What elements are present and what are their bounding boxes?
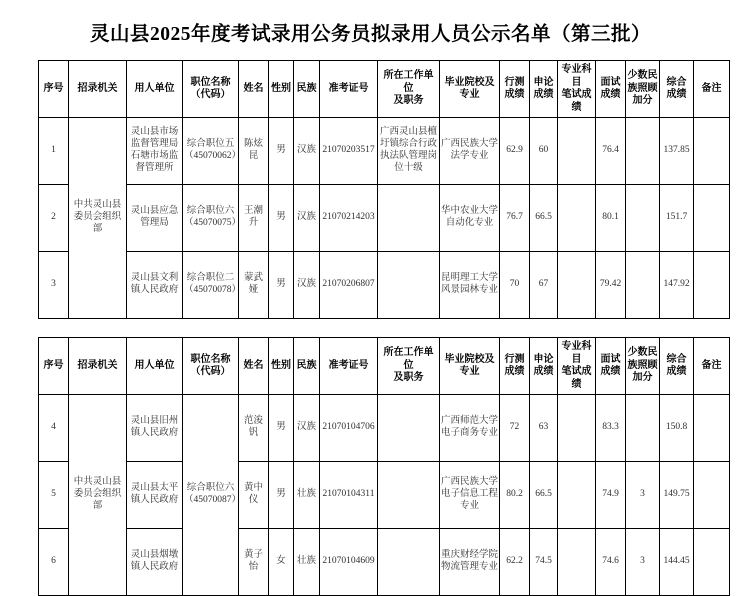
header-essay-score: 申论 成绩 [530, 61, 558, 118]
cell-interview-score: 74.9 [596, 462, 626, 529]
header-total-score: 综合 成绩 [660, 61, 694, 118]
header-agency: 招录机关 [69, 61, 127, 118]
cell-exam-id: 21070104311 [320, 462, 378, 529]
cell-employer: 灵山县旧州镇人民政府 [127, 395, 183, 462]
table-header-row [39, 338, 730, 395]
cell-exam-id: 21070203517 [320, 118, 378, 185]
header-work-unit: 所在工作单位 及职务 [378, 338, 440, 395]
cell-position: 综合职位五（45070062） [183, 118, 239, 185]
header-remark: 备注 [694, 61, 730, 118]
table-row [39, 185, 730, 252]
cell-interview-score: 80.1 [596, 185, 626, 252]
table-row [39, 118, 730, 185]
page-title: 灵山县2025年度考试录用公务员拟录用人员公示名单（第三批） [89, 24, 651, 45]
cell-name: 黄子怡 [239, 529, 269, 596]
table-header-row [39, 61, 730, 118]
cell-exam-id: 21070206807 [320, 252, 378, 319]
cell-total-score: 137.85 [660, 118, 694, 185]
cell-work-unit [378, 252, 440, 319]
cell-major-written-score [558, 462, 596, 529]
cell-employer: 灵山县市场监督管理局石塘市场监督管理所 [127, 118, 183, 185]
cell-admin-score: 62.2 [500, 529, 530, 596]
cell-name: 蒙武娅 [239, 252, 269, 319]
cell-school-major: 重庆财经学院物流管理专业 [440, 529, 500, 596]
cell-major-written-score [558, 252, 596, 319]
header-gender: 性别 [269, 338, 294, 395]
cell-school-major: 华中农业大学自动化专业 [440, 185, 500, 252]
cell-minority-bonus [626, 185, 660, 252]
cell-school-major: 昆明理工大学风景园林专业 [440, 252, 500, 319]
header-admin-score: 行测 成绩 [500, 338, 530, 395]
header-major-written-score: 专业科目 笔试成绩 [558, 61, 596, 118]
cell-agency: 中共灵山县委员会组织部 [69, 118, 127, 319]
cell-position: 综合职位六（45070087） [183, 395, 239, 596]
cell-ethnic: 汉族 [294, 118, 320, 185]
header-agency: 招录机关 [69, 338, 127, 395]
cell-essay-score: 63 [530, 395, 558, 462]
cell-admin-score: 70 [500, 252, 530, 319]
cell-ethnic: 汉族 [294, 395, 320, 462]
cell-school-major: 广西民族大学法学专业 [440, 118, 500, 185]
cell-ethnic: 壮族 [294, 462, 320, 529]
cell-major-written-score [558, 395, 596, 462]
header-interview-score: 面试 成绩 [596, 61, 626, 118]
cell-minority-bonus: 3 [626, 529, 660, 596]
cell-employer: 灵山县太平镇人民政府 [127, 462, 183, 529]
cell-gender: 男 [269, 118, 294, 185]
header-school-major: 毕业院校及 专业 [440, 338, 500, 395]
cell-work-unit [378, 462, 440, 529]
cell-name: 黄中仪 [239, 462, 269, 529]
cell-essay-score: 74.5 [530, 529, 558, 596]
header-work-unit: 所在工作单位 及职务 [378, 61, 440, 118]
cell-major-written-score [558, 185, 596, 252]
header-interview-score: 面试 成绩 [596, 338, 626, 395]
cell-admin-score: 76.7 [500, 185, 530, 252]
cell-seq: 3 [39, 252, 69, 319]
cell-gender: 男 [269, 462, 294, 529]
cell-employer: 灵山县烟墩镇人民政府 [127, 529, 183, 596]
cell-exam-id: 21070104706 [320, 395, 378, 462]
header-major-written-score: 专业科目 笔试成绩 [558, 338, 596, 395]
header-minority-bonus: 少数民 族照顾 加分 [626, 61, 660, 118]
cell-ethnic: 壮族 [294, 529, 320, 596]
cell-ethnic: 汉族 [294, 252, 320, 319]
header-total-score: 综合 成绩 [660, 338, 694, 395]
header-essay-score: 申论 成绩 [530, 338, 558, 395]
header-exam-id: 准考证号 [320, 61, 378, 118]
cell-interview-score: 79.42 [596, 252, 626, 319]
applicant-table-block-1 [38, 60, 730, 319]
cell-position: 综合职位六（45070075） [183, 185, 239, 252]
cell-school-major: 广西师范大学电子商务专业 [440, 395, 500, 462]
header-ethnic: 民族 [294, 61, 320, 118]
header-position: 职位名称 （代码） [183, 61, 239, 118]
cell-school-major: 广西民族大学电子信息工程专业 [440, 462, 500, 529]
cell-seq: 5 [39, 462, 69, 529]
cell-employer: 灵山县应急管理局 [127, 185, 183, 252]
header-ethnic: 民族 [294, 338, 320, 395]
cell-work-unit [378, 185, 440, 252]
cell-seq: 6 [39, 529, 69, 596]
cell-admin-score: 80.2 [500, 462, 530, 529]
cell-seq: 1 [39, 118, 69, 185]
cell-work-unit [378, 529, 440, 596]
cell-minority-bonus [626, 395, 660, 462]
header-remark: 备注 [694, 338, 730, 395]
table-row [39, 395, 730, 462]
cell-name: 陈炫昆 [239, 118, 269, 185]
cell-employer: 灵山县文利镇人民政府 [127, 252, 183, 319]
cell-admin-score: 62.9 [500, 118, 530, 185]
cell-minority-bonus [626, 118, 660, 185]
cell-minority-bonus: 3 [626, 462, 660, 529]
cell-major-written-score [558, 529, 596, 596]
cell-remark [694, 185, 730, 252]
header-position: 职位名称 （代码） [183, 338, 239, 395]
cell-interview-score: 74.6 [596, 529, 626, 596]
header-employer: 用人单位 [127, 338, 183, 395]
cell-total-score: 151.7 [660, 185, 694, 252]
cell-name: 范浚钒 [239, 395, 269, 462]
cell-work-unit [378, 395, 440, 462]
cell-total-score: 144.45 [660, 529, 694, 596]
cell-seq: 2 [39, 185, 69, 252]
cell-remark [694, 252, 730, 319]
cell-gender: 男 [269, 395, 294, 462]
cell-interview-score: 83.3 [596, 395, 626, 462]
cell-total-score: 147.92 [660, 252, 694, 319]
header-minority-bonus: 少数民 族照顾 加分 [626, 338, 660, 395]
cell-remark [694, 462, 730, 529]
table-row [39, 252, 730, 319]
header-admin-score: 行测 成绩 [500, 61, 530, 118]
applicant-table-block-2 [38, 337, 730, 596]
cell-remark [694, 529, 730, 596]
cell-gender: 男 [269, 252, 294, 319]
cell-name: 王潮升 [239, 185, 269, 252]
cell-seq: 4 [39, 395, 69, 462]
cell-minority-bonus [626, 252, 660, 319]
cell-essay-score: 67 [530, 252, 558, 319]
cell-admin-score: 72 [500, 395, 530, 462]
cell-essay-score: 66.5 [530, 462, 558, 529]
header-seq: 序号 [39, 338, 69, 395]
header-gender: 性别 [269, 61, 294, 118]
cell-ethnic: 汉族 [294, 185, 320, 252]
cell-exam-id: 21070214203 [320, 185, 378, 252]
cell-interview-score: 76.4 [596, 118, 626, 185]
document-page [0, 18, 741, 592]
table-row [39, 462, 730, 529]
header-name: 姓名 [239, 61, 269, 118]
cell-gender: 男 [269, 185, 294, 252]
cell-remark [694, 118, 730, 185]
header-name: 姓名 [239, 338, 269, 395]
header-school-major: 毕业院校及 专业 [440, 61, 500, 118]
table-row [39, 529, 730, 596]
cell-work-unit: 广西灵山县檀圩镇综合行政执法队管理岗位十级 [378, 118, 440, 185]
cell-position: 综合职位二（45070078） [183, 252, 239, 319]
cell-exam-id: 21070104609 [320, 529, 378, 596]
cell-essay-score: 66.5 [530, 185, 558, 252]
header-employer: 用人单位 [127, 61, 183, 118]
cell-remark [694, 395, 730, 462]
header-seq: 序号 [39, 61, 69, 118]
cell-essay-score: 60 [530, 118, 558, 185]
cell-agency: 中共灵山县委员会组织部 [69, 395, 127, 596]
header-exam-id: 准考证号 [320, 338, 378, 395]
cell-total-score: 150.8 [660, 395, 694, 462]
cell-total-score: 149.75 [660, 462, 694, 529]
cell-major-written-score [558, 118, 596, 185]
cell-gender: 女 [269, 529, 294, 596]
